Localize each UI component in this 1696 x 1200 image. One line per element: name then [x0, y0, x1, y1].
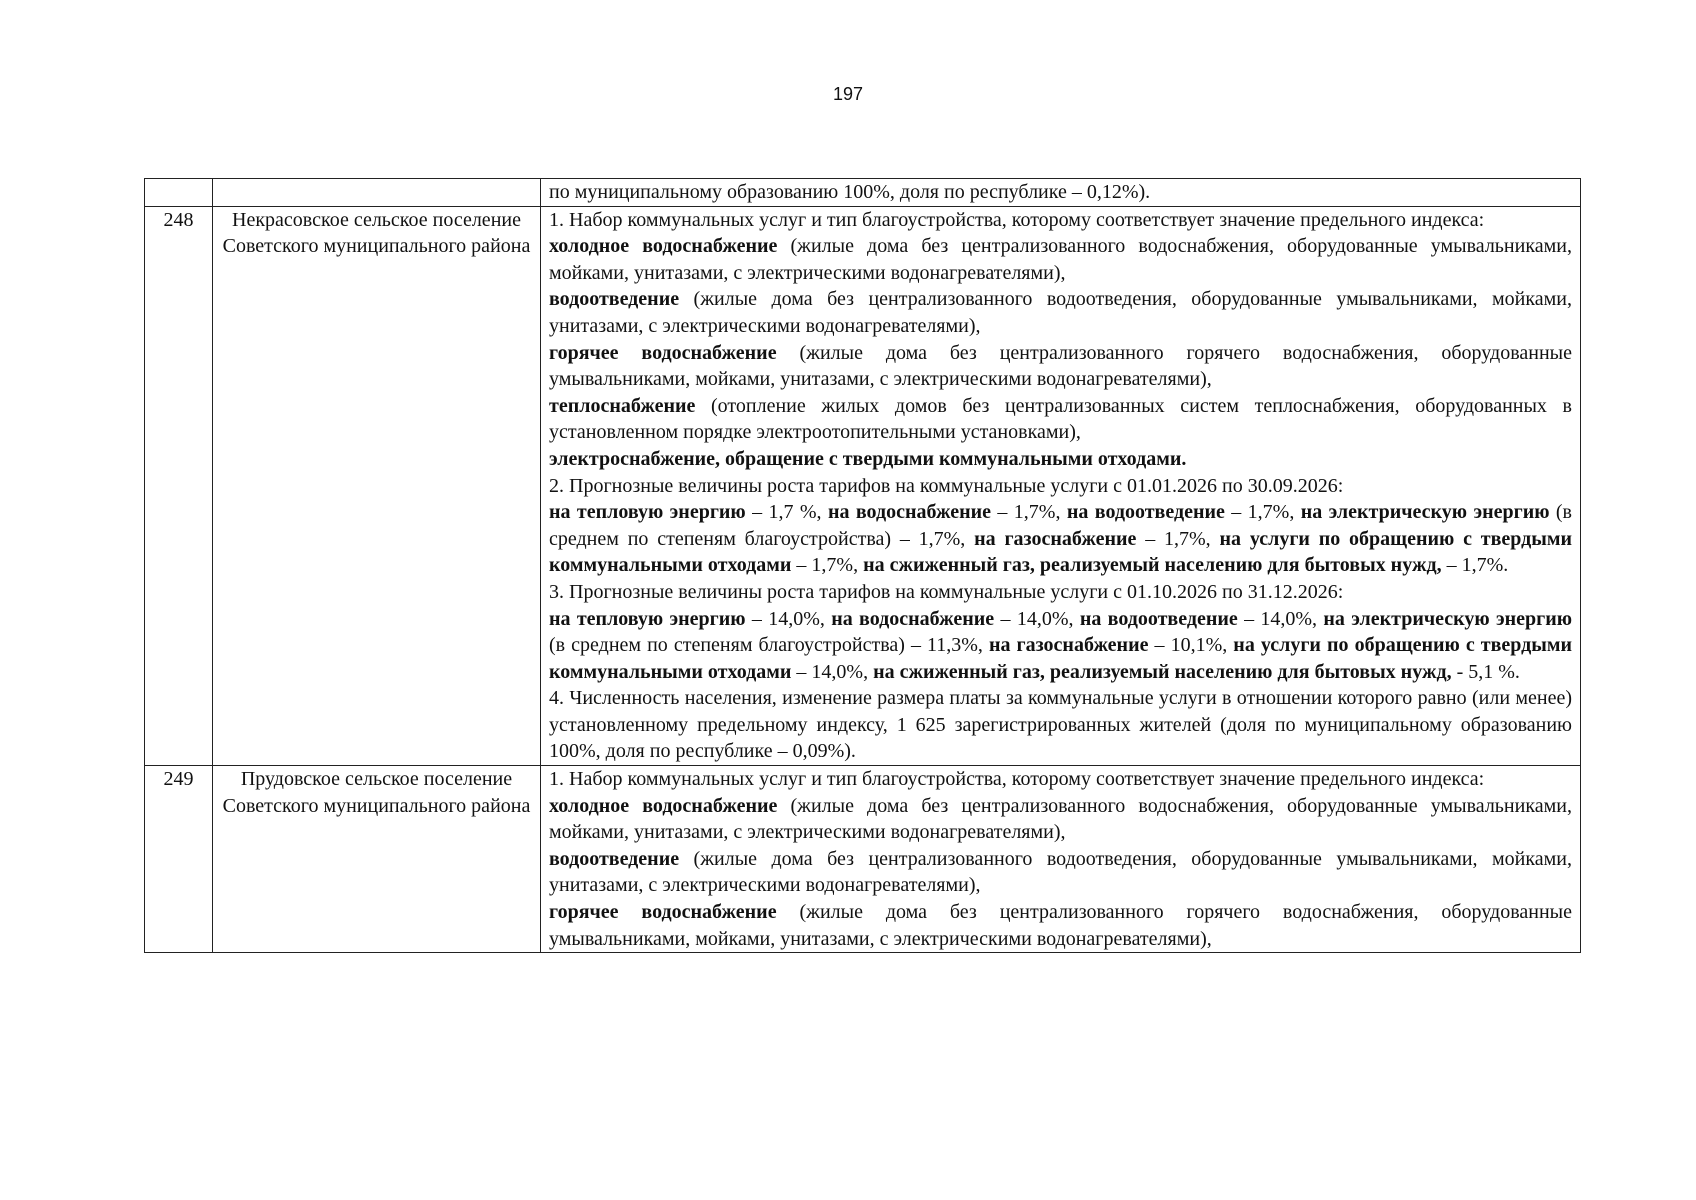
cold-water-text: (жилые дома без централизованного водоснабжения, оборудованные умывальниками, мойками, унитазами, с электрическими водонагревателями), — [549, 235, 1572, 284]
tariff-growth-period-1 — [549, 499, 1572, 579]
sewerage-text: (жилые дома без централизованного водоотведения, оборудованные умывальниками, мойками, унитазами, с электрическими водонагревателями), — [549, 847, 1572, 897]
p3-sewer-label: на водоотведение — [1079, 607, 1238, 630]
cold-water-label: холодное водоснабжение — [549, 235, 778, 258]
p3-heat-value: – 14,0%, — [745, 607, 832, 630]
item-4-population: 4. Численность населения, изменение размера платы за коммунальные услуги в отношении которого равно (или менее) установленному предельному индексу, 1 625 зарегистрированных жителей (доля по муниципальному образованию 100%, доля по республике – 0,09%). — [549, 687, 1572, 763]
heating-label: теплоснабжение — [549, 394, 696, 417]
description-cell — [541, 766, 1581, 953]
sewerage-label: водоотведение — [549, 847, 680, 870]
p3-gas-value: – 10,1%, — [1148, 634, 1234, 657]
continuation-text: по муниципальному образованию 100%, доля по республике – 0,12%). — [549, 181, 1151, 203]
p3-electricity-value: (в среднем по степеням благоустройства) – 11,3%, — [549, 634, 989, 657]
page-number: 197 — [832, 84, 864, 104]
heating-text: (отопление жилых домов без централизованных систем теплоснабжения, оборудованных в установленном порядке электроотопительными установками), — [549, 394, 1572, 444]
p3-water-label: на водоснабжение — [831, 607, 995, 630]
description-cell — [541, 206, 1581, 765]
row-number: 248 — [145, 206, 213, 765]
p2-waste-label: на услуги по обращению с твердыми коммунальными отходами — [549, 527, 1573, 577]
hot-water-label: горячее водоснабжение — [549, 901, 777, 924]
p2-gas-label: на газоснабжение — [974, 527, 1137, 550]
p3-sewer-value: – 14,0%, — [1237, 607, 1324, 630]
sewerage-text: (жилые дома без централизованного водоотведения, оборудованные умывальниками, мойками, унитазами, с электрическими водонагревателями), — [549, 288, 1572, 337]
electricity-waste-label: электроснабжение, обращение с твердыми коммунальными отходами. — [549, 447, 1187, 470]
sewerage-label: водоотведение — [549, 288, 680, 311]
electricity-waste-paragraph — [549, 446, 1572, 473]
p2-water-value: – 1,7%, — [991, 501, 1067, 524]
p2-waste-value: – 1,7%, — [791, 554, 864, 577]
hot-water-label: горячее водоснабжение — [549, 341, 777, 364]
cold-water-paragraph — [549, 793, 1572, 846]
item-2-intro: 2. Прогнозные величины роста тарифов на коммунальные услуги с 01.01.2026 по 30.09.2026: — [549, 474, 1344, 497]
p2-heat-label: на тепловую энергию — [549, 501, 746, 524]
item-3-intro: 3. Прогнозные величины роста тарифов на коммунальные услуги с 01.10.2026 по 31.12.2026: — [549, 580, 1344, 603]
p2-electricity-label: на электрическую энергию — [1300, 501, 1550, 524]
p3-lpg-label: на сжиженный газ, реализуемый населению для бытовых нужд, — [873, 660, 1452, 683]
heating-paragraph — [549, 393, 1572, 446]
cold-water-text: (жилые дома без централизованного водоснабжения, оборудованные умывальниками, мойками, унитазами, с электрическими водонагревателями), — [549, 794, 1572, 844]
hot-water-paragraph — [549, 899, 1572, 952]
p2-electricity-value: (в среднем по степеням благоустройства) – 1,7%, — [549, 501, 1572, 550]
name-cell — [213, 179, 541, 207]
sewerage-paragraph — [549, 846, 1572, 899]
p3-lpg-value: - 5,1 %. — [1451, 660, 1520, 683]
p3-water-value: – 14,0%, — [994, 607, 1080, 630]
p2-lpg-label: на сжиженный газ, реализуемый населению для бытовых нужд, — [863, 554, 1442, 577]
number-cell — [145, 179, 213, 207]
p2-gas-value: – 1,7%, — [1136, 527, 1220, 550]
p2-sewer-value: – 1,7%, — [1224, 501, 1301, 524]
cold-water-paragraph — [549, 233, 1572, 286]
p2-sewer-label: на водоотведение — [1066, 501, 1225, 524]
table-row-continuation — [145, 179, 1581, 207]
p2-heat-value: – 1,7 %, — [745, 501, 828, 524]
p3-heat-label: на тепловую энергию — [549, 607, 746, 630]
p2-lpg-value: – 1,7%. — [1441, 554, 1509, 577]
p3-waste-value: – 14,0%, — [791, 660, 874, 683]
hot-water-paragraph — [549, 340, 1572, 393]
p3-electricity-label: на электрическую энергию — [1323, 607, 1573, 630]
municipal-index-table — [144, 178, 1581, 953]
table-row-249 — [145, 766, 1581, 953]
item-1-intro: 1. Набор коммунальных услуг и тип благоустройства, которому соответствует значение предельного индекса: — [549, 208, 1485, 231]
hot-water-text: (жилые дома без централизованного горячего водоснабжения, оборудованные умывальниками, мойками, унитазами, с электрическими водонагревателями), — [549, 901, 1572, 950]
description-cell — [541, 179, 1581, 207]
tariff-growth-period-2 — [549, 606, 1572, 686]
hot-water-text: (жилые дома без централизованного горячего водоснабжения, оборудованные умывальниками, мойками, унитазами, с электрическими водонагревателями), — [549, 341, 1572, 391]
p2-water-label: на водоснабжение — [827, 501, 992, 524]
item-1-intro: 1. Набор коммунальных услуг и тип благоустройства, которому соответствует значение предельного индекса: — [549, 768, 1485, 791]
p3-waste-label: на услуги по обращению с твердыми коммунальными отходами — [549, 634, 1572, 683]
municipality-name: Прудовское сельское поселение Советского муниципального района — [213, 766, 541, 953]
row-number: 249 — [145, 766, 213, 953]
sewerage-paragraph — [549, 286, 1572, 339]
table-row-248 — [145, 206, 1581, 765]
cold-water-label: холодное водоснабжение — [549, 794, 778, 817]
municipality-name: Некрасовское сельское поселение Советского муниципального района — [213, 206, 541, 765]
p3-gas-label: на газоснабжение — [988, 634, 1149, 657]
